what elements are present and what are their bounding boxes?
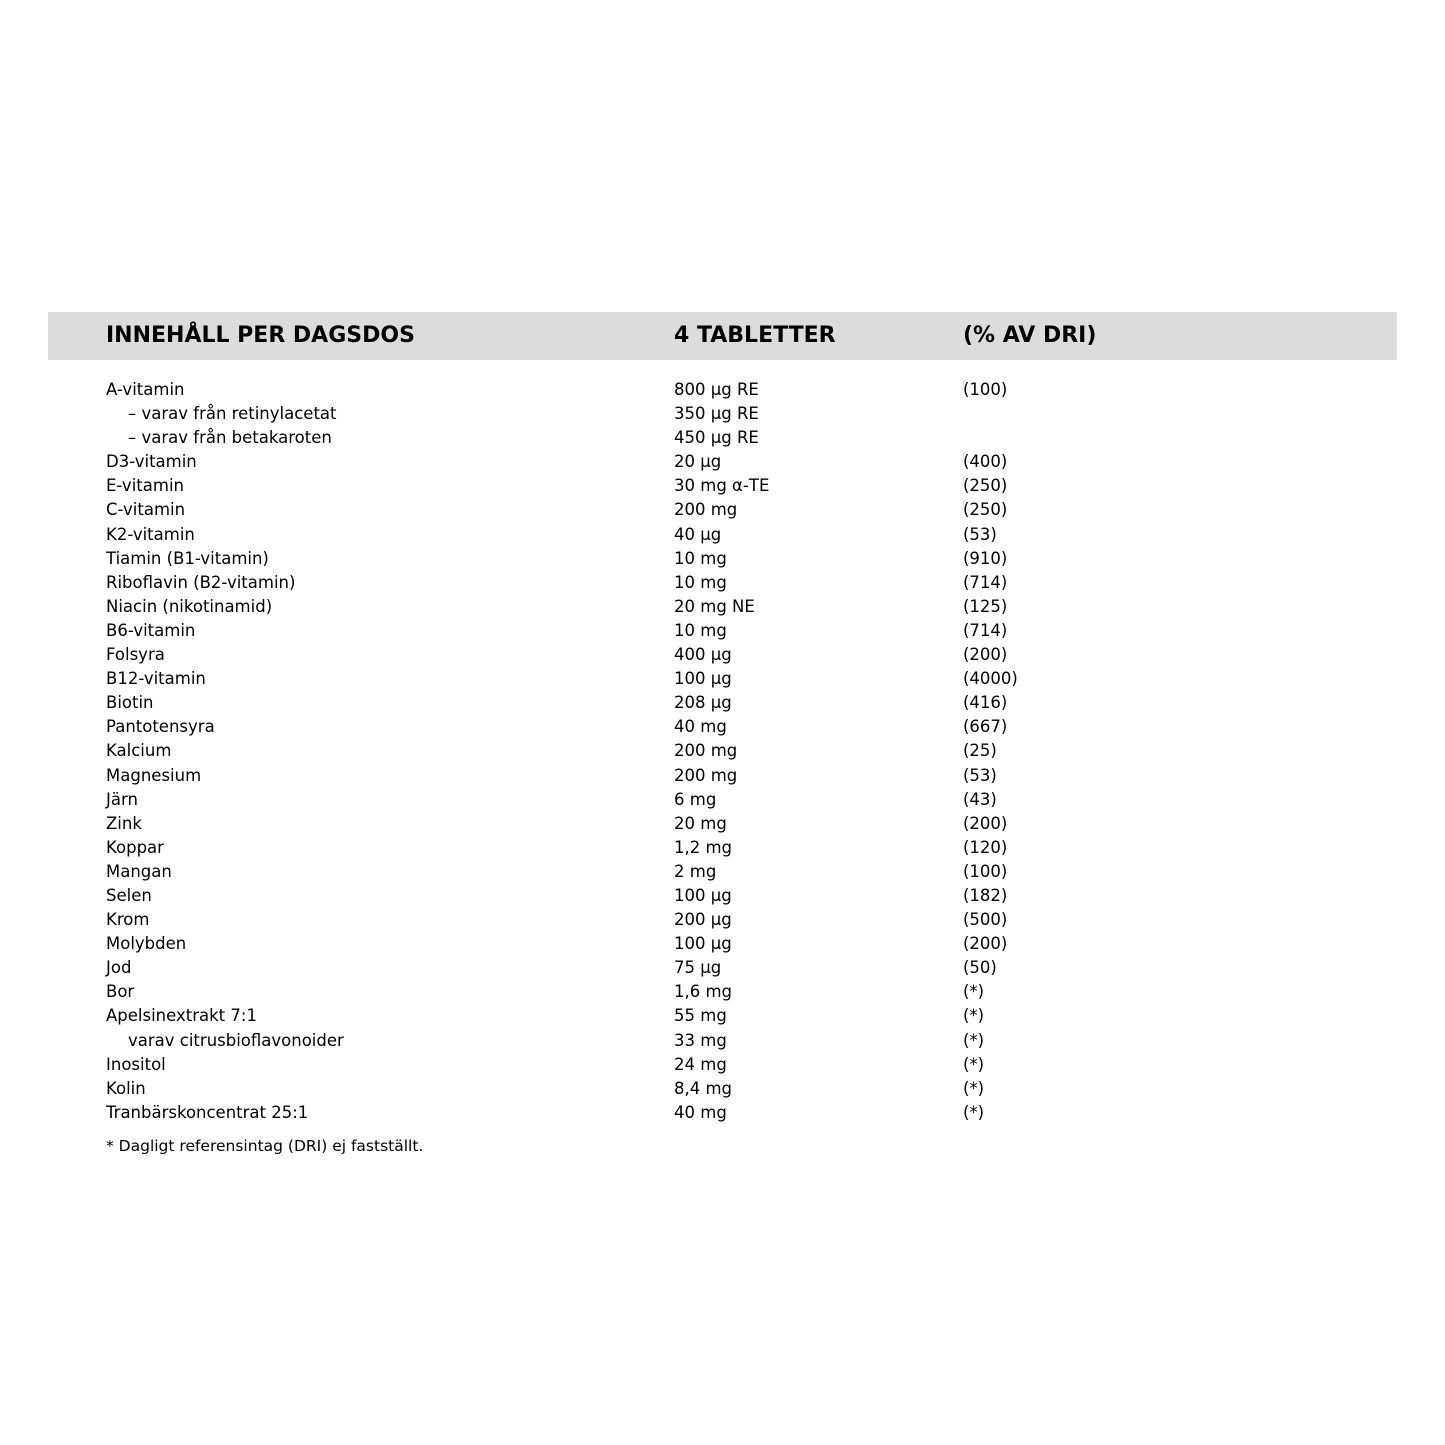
ingredient-dri: (53) [963, 524, 997, 544]
ingredient-dri: (125) [963, 596, 1008, 616]
ingredient-amount: 100 µg [674, 934, 732, 954]
table-row [0, 523, 1445, 547]
ingredient-name: Riboflavin (B2-vitamin) [106, 572, 296, 592]
ingredient-dri: (25) [963, 741, 997, 761]
ingredient-name: Folsyra [106, 645, 165, 665]
ingredient-name: Mangan [106, 861, 172, 881]
ingredient-dri: (200) [963, 645, 1008, 665]
ingredient-amount: 8,4 mg [674, 1078, 733, 1098]
ingredient-name: Bor [106, 982, 135, 1002]
ingredient-amount: 200 mg [674, 741, 738, 761]
table-row [0, 1053, 1445, 1077]
ingredient-amount: 40 µg [674, 524, 722, 544]
ingredient-name: Tranbärskoncentrat 25:1 [106, 1102, 309, 1122]
ingredient-name: A-vitamin [106, 380, 185, 399]
header-ingredient: INNEHÅLL PER DAGSDOS [106, 323, 415, 348]
ingredient-dri: (*) [963, 1054, 985, 1074]
ingredient-amount: 208 µg [674, 693, 732, 713]
ingredient-dri: (*) [963, 1006, 985, 1026]
table-row [0, 450, 1445, 474]
table-row [0, 1029, 1445, 1053]
ingredient-name: Pantotensyra [106, 717, 215, 737]
ingredient-name: E-vitamin [106, 476, 184, 496]
table-row [0, 498, 1445, 522]
ingredient-name: Inositol [106, 1054, 166, 1074]
ingredient-dri: (4000) [963, 669, 1018, 689]
ingredient-amount: 10 mg [674, 572, 727, 592]
ingredient-name: Molybden [106, 934, 187, 954]
ingredient-name: D3-vitamin [106, 452, 197, 472]
ingredient-name: – varav från retinylacetat [128, 404, 337, 424]
table-row [0, 547, 1445, 571]
table-row [0, 860, 1445, 884]
ingredient-amount: 450 µg RE [674, 428, 759, 448]
ingredient-dri: (*) [963, 1030, 985, 1050]
header-dri: (% AV DRI) [963, 323, 1097, 348]
table-row [0, 788, 1445, 812]
ingredient-dri: (100) [963, 380, 1008, 399]
ingredient-dri: (*) [963, 982, 985, 1002]
ingredient-name: K2-vitamin [106, 524, 195, 544]
ingredient-amount: 20 µg [674, 452, 722, 472]
ingredient-dri: (250) [963, 500, 1008, 520]
table-row [0, 836, 1445, 860]
ingredient-dri: (714) [963, 620, 1008, 640]
ingredient-name: Koppar [106, 837, 164, 857]
nutrient-table [0, 378, 1445, 1125]
ingredient-dri: (910) [963, 548, 1008, 568]
ingredient-dri: (43) [963, 789, 997, 809]
table-row [0, 595, 1445, 619]
ingredient-name: Apelsinextrakt 7:1 [106, 1006, 257, 1026]
ingredient-dri: (*) [963, 1078, 985, 1098]
ingredient-name: B12-vitamin [106, 669, 206, 689]
footnote: * Dagligt referensintag (DRI) ej fastställt. [106, 1137, 424, 1155]
ingredient-amount: 1,6 mg [674, 982, 733, 1002]
ingredient-dri: (182) [963, 885, 1008, 905]
ingredient-dri: (200) [963, 813, 1008, 833]
ingredient-dri: (667) [963, 717, 1008, 737]
table-row [0, 812, 1445, 836]
table-row [0, 715, 1445, 739]
header-amount: 4 TABLETTER [674, 323, 836, 348]
ingredient-dri: (*) [963, 1102, 985, 1122]
ingredient-amount: 200 mg [674, 765, 738, 785]
ingredient-dri: (120) [963, 837, 1008, 857]
ingredient-dri: (250) [963, 476, 1008, 496]
ingredient-amount: 75 µg [674, 958, 722, 978]
ingredient-dri: (200) [963, 934, 1008, 954]
ingredient-amount: 24 mg [674, 1054, 727, 1074]
ingredient-amount: 100 µg [674, 669, 732, 689]
table-row [0, 571, 1445, 595]
ingredient-amount: 200 mg [674, 500, 738, 520]
table-row [0, 739, 1445, 763]
ingredient-amount: 55 mg [674, 1006, 727, 1026]
ingredient-name: B6-vitamin [106, 620, 196, 640]
table-row [0, 643, 1445, 667]
table-row [0, 426, 1445, 450]
ingredient-name: Järn [106, 789, 138, 809]
table-row [0, 619, 1445, 643]
table-row [0, 378, 1445, 402]
ingredient-dri: (500) [963, 910, 1008, 930]
ingredient-name: Kolin [106, 1078, 146, 1098]
ingredient-dri: (53) [963, 765, 997, 785]
ingredient-amount: 10 mg [674, 620, 727, 640]
ingredient-dri: (416) [963, 693, 1008, 713]
ingredient-name: Niacin (nikotinamid) [106, 596, 273, 616]
ingredient-name: Krom [106, 910, 150, 930]
ingredient-amount: 20 mg NE [674, 596, 755, 616]
ingredient-amount: 6 mg [674, 789, 717, 809]
ingredient-amount: 200 µg [674, 910, 732, 930]
ingredient-name: Jod [106, 958, 132, 978]
ingredient-amount: 40 mg [674, 717, 727, 737]
ingredient-amount: 2 mg [674, 861, 717, 881]
ingredient-amount: 1,2 mg [674, 837, 733, 857]
ingredient-name: Tiamin (B1-vitamin) [106, 548, 269, 568]
table-row [0, 691, 1445, 715]
ingredient-name: – varav från betakaroten [128, 428, 332, 448]
table-row [0, 980, 1445, 1004]
ingredient-amount: 400 µg [674, 645, 732, 665]
table-row [0, 764, 1445, 788]
ingredient-amount: 20 mg [674, 813, 727, 833]
ingredient-amount: 350 µg RE [674, 404, 759, 424]
ingredient-name: varav citrusbioflavonoider [128, 1030, 344, 1050]
ingredient-name: Zink [106, 813, 142, 833]
ingredient-name: Kalcium [106, 741, 172, 761]
ingredient-name: Selen [106, 885, 152, 905]
ingredient-amount: 10 mg [674, 548, 727, 568]
table-row [0, 1077, 1445, 1101]
table-row [0, 474, 1445, 498]
ingredient-amount: 40 mg [674, 1102, 727, 1122]
table-row [0, 908, 1445, 932]
ingredient-amount: 100 µg [674, 885, 732, 905]
ingredient-name: Magnesium [106, 765, 202, 785]
table-row [0, 1101, 1445, 1125]
ingredient-dri: (50) [963, 958, 997, 978]
table-header [48, 312, 1397, 360]
ingredient-name: C-vitamin [106, 500, 186, 520]
ingredient-amount: 33 mg [674, 1030, 727, 1050]
table-row [0, 1004, 1445, 1028]
ingredient-name: Biotin [106, 693, 154, 713]
ingredient-dri: (714) [963, 572, 1008, 592]
table-row [0, 884, 1445, 908]
table-row [0, 402, 1445, 426]
table-row [0, 956, 1445, 980]
ingredient-amount: 800 µg RE [674, 380, 759, 399]
table-row [0, 932, 1445, 956]
ingredient-dri: (400) [963, 452, 1008, 472]
ingredient-dri: (100) [963, 861, 1008, 881]
table-row [0, 667, 1445, 691]
ingredient-amount: 30 mg α-TE [674, 476, 770, 496]
